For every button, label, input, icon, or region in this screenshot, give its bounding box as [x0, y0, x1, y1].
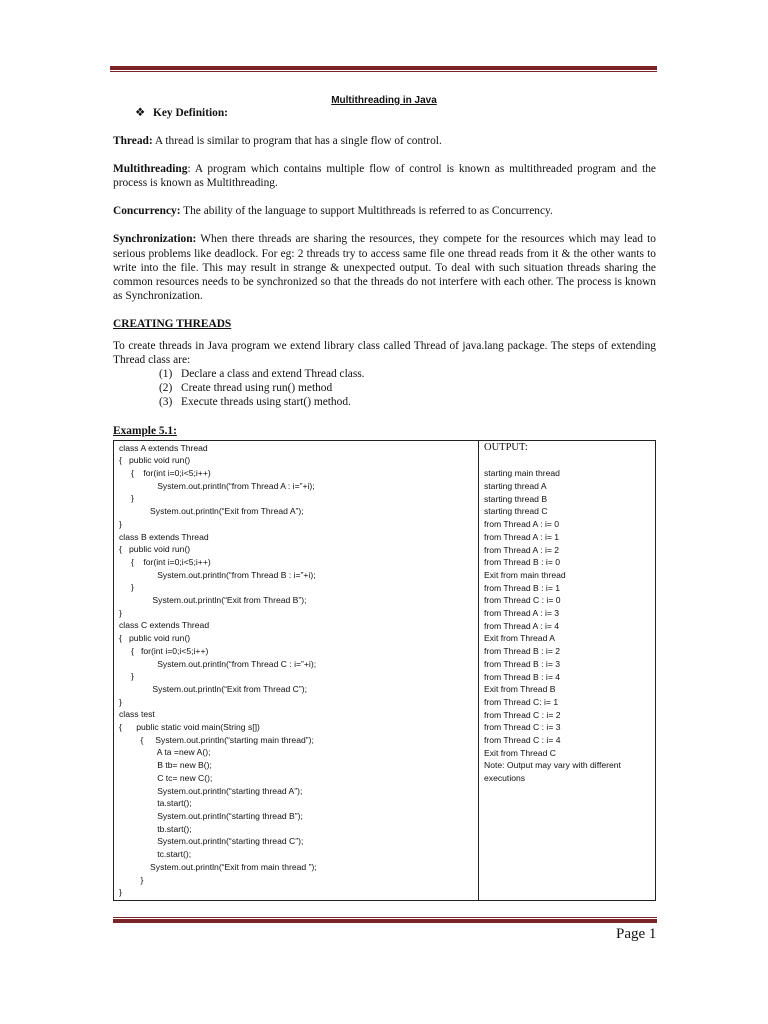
definition-thread: Thread: A thread is similar to program that has a single flow of control. [113, 135, 442, 148]
code-line: System.out.println(“from Thread B : i=”+i); [119, 569, 316, 580]
code-line: System.out.println(“starting thread B”); [119, 810, 303, 821]
code-line: } [119, 518, 122, 529]
code-line: tc.start(); [119, 849, 192, 860]
output-line: from Thread B : i= 4 [484, 671, 561, 682]
code-line: { public static void main(String s[]) [119, 722, 260, 733]
code-line: } [119, 671, 134, 682]
code-line: System.out.println(“from Thread C : i=”+i); [119, 658, 317, 669]
output-line: Note: Output may vary with different executions [484, 760, 624, 784]
output-line: from Thread C: i= 1 [484, 696, 559, 707]
diamond-bullet-icon: ❖ [135, 107, 146, 119]
key-definition-heading: ❖ Key Definition: [135, 107, 228, 119]
code-line: class C extends Thread [119, 620, 210, 631]
output-line: from Thread C : i= 3 [484, 722, 561, 733]
output-listing [479, 440, 656, 900]
code-line: System.out.println(“Exit from main thread ”); [119, 861, 317, 872]
output-line: from Thread A : i= 2 [484, 544, 560, 555]
page-content [113, 106, 656, 901]
output-line: from Thread A : i= 4 [484, 620, 560, 631]
definition-concurrency: Concurrency: The ability of the language to support Multithreads is referred to as Concurrency. [113, 205, 553, 218]
code-line: class B extends Thread [119, 531, 209, 542]
output-line: from Thread C : i= 2 [484, 709, 561, 720]
code-line: ta.start(); [119, 798, 192, 809]
document-title: Multithreading in Java [331, 95, 437, 106]
code-line: { for(int i=0;i<5;i++) [119, 468, 211, 478]
step-number: (2) [159, 382, 173, 395]
code-line: System.out.println(“from Thread A : i=”+i); [119, 480, 315, 491]
code-line: System.out.println(“Exit from Thread B”); [119, 595, 307, 606]
example-table [113, 440, 656, 901]
code-line: B tb= new B(); [119, 760, 212, 771]
definition-multithreading: Multithreading: A program which contains multiple flow of control is known as multithreaded program and the process is known as Multithreading. [113, 163, 656, 190]
output-line: from Thread A : i= 1 [484, 531, 560, 542]
code-line: { public void run() [119, 633, 191, 644]
code-line: System.out.println(“Exit from Thread A”); [119, 506, 304, 517]
steps-list [113, 367, 656, 409]
code-line: } [119, 582, 134, 593]
code-line: A ta =new A(); [119, 747, 211, 758]
example-heading: Example 5.1: [113, 424, 177, 437]
definition-synchronization: Synchronization: When there threads are sharing the resources, they compete for the resources which may lead to serious problems like deadlock. For eg: 2 threads try to access same file one thread reads from it & the other wants to write into the file. This may result in strange & unexpected output. To deal with such situation threads sharing the common resources needs to be synchronized so that the threads do not interfere with each other. The process is known as Synchronization. [113, 233, 656, 302]
code-line: } [119, 887, 122, 898]
code-line: } [119, 874, 144, 885]
output-line: from Thread A : i= 0 [484, 519, 560, 530]
output-line: Exit from main thread [484, 569, 566, 580]
output-line: Exit from Thread B [484, 684, 556, 695]
output-line: from Thread C : i= 4 [484, 735, 561, 746]
output-line: starting thread A [484, 481, 547, 491]
step-item [159, 381, 656, 395]
step-number: (1) [159, 368, 173, 381]
output-line: from Thread C : i= 0 [484, 595, 561, 606]
creating-threads-intro: To create threads in Java program we extend library class called Thread of java.lang package. The steps of extending Thread class are: [113, 340, 656, 367]
code-line: class A extends Thread [119, 442, 208, 453]
code-line: } [119, 696, 122, 707]
step-text: Execute threads using start() method. [181, 396, 351, 409]
code-line: C tc= new C(); [119, 772, 213, 783]
code-line: { for(int i=0;i<5;i++) [119, 645, 209, 656]
output-line: starting main thread [484, 468, 560, 479]
step-number: (3) [159, 396, 173, 409]
output-label: OUTPUT: [484, 441, 528, 453]
output-line: from Thread B : i= 3 [484, 658, 561, 669]
output-line: starting thread C [484, 506, 548, 517]
code-line: class test [119, 709, 155, 720]
page-number: Page 1 [616, 926, 657, 942]
header-rule [110, 66, 657, 72]
code-line: { public void run() [119, 544, 191, 555]
code-line: { System.out.println(“starting main thread”); [119, 734, 314, 745]
code-line: { public void run() [119, 455, 191, 466]
output-line: from Thread A : i= 3 [484, 608, 560, 619]
code-line: System.out.println(“Exit from Thread C”); [119, 683, 307, 694]
output-line: Exit from Thread C [484, 747, 556, 758]
code-line: tb.start(); [119, 823, 192, 834]
step-item [159, 395, 656, 409]
output-line: from Thread B : i= 0 [484, 557, 561, 568]
output-line: from Thread B : i= 2 [484, 646, 561, 657]
code-line: System.out.println(“starting thread A”); [119, 785, 303, 796]
step-item [159, 367, 656, 381]
code-line: } [119, 607, 122, 618]
step-text: Declare a class and extend Thread class. [181, 368, 365, 381]
code-line: System.out.println(“starting thread C”); [119, 836, 304, 847]
code-line: { for(int i=0;i<5;i++) [119, 556, 211, 567]
code-listing [114, 440, 479, 900]
code-line: } [119, 493, 134, 504]
output-line: from Thread B : i= 1 [484, 582, 561, 593]
footer-rule [113, 917, 657, 923]
output-line: starting thread B [484, 493, 548, 504]
creating-threads-heading: CREATING THREADS [113, 317, 232, 330]
output-line: Exit from Thread A [484, 633, 556, 644]
step-text: Create thread using run() method [181, 382, 333, 395]
